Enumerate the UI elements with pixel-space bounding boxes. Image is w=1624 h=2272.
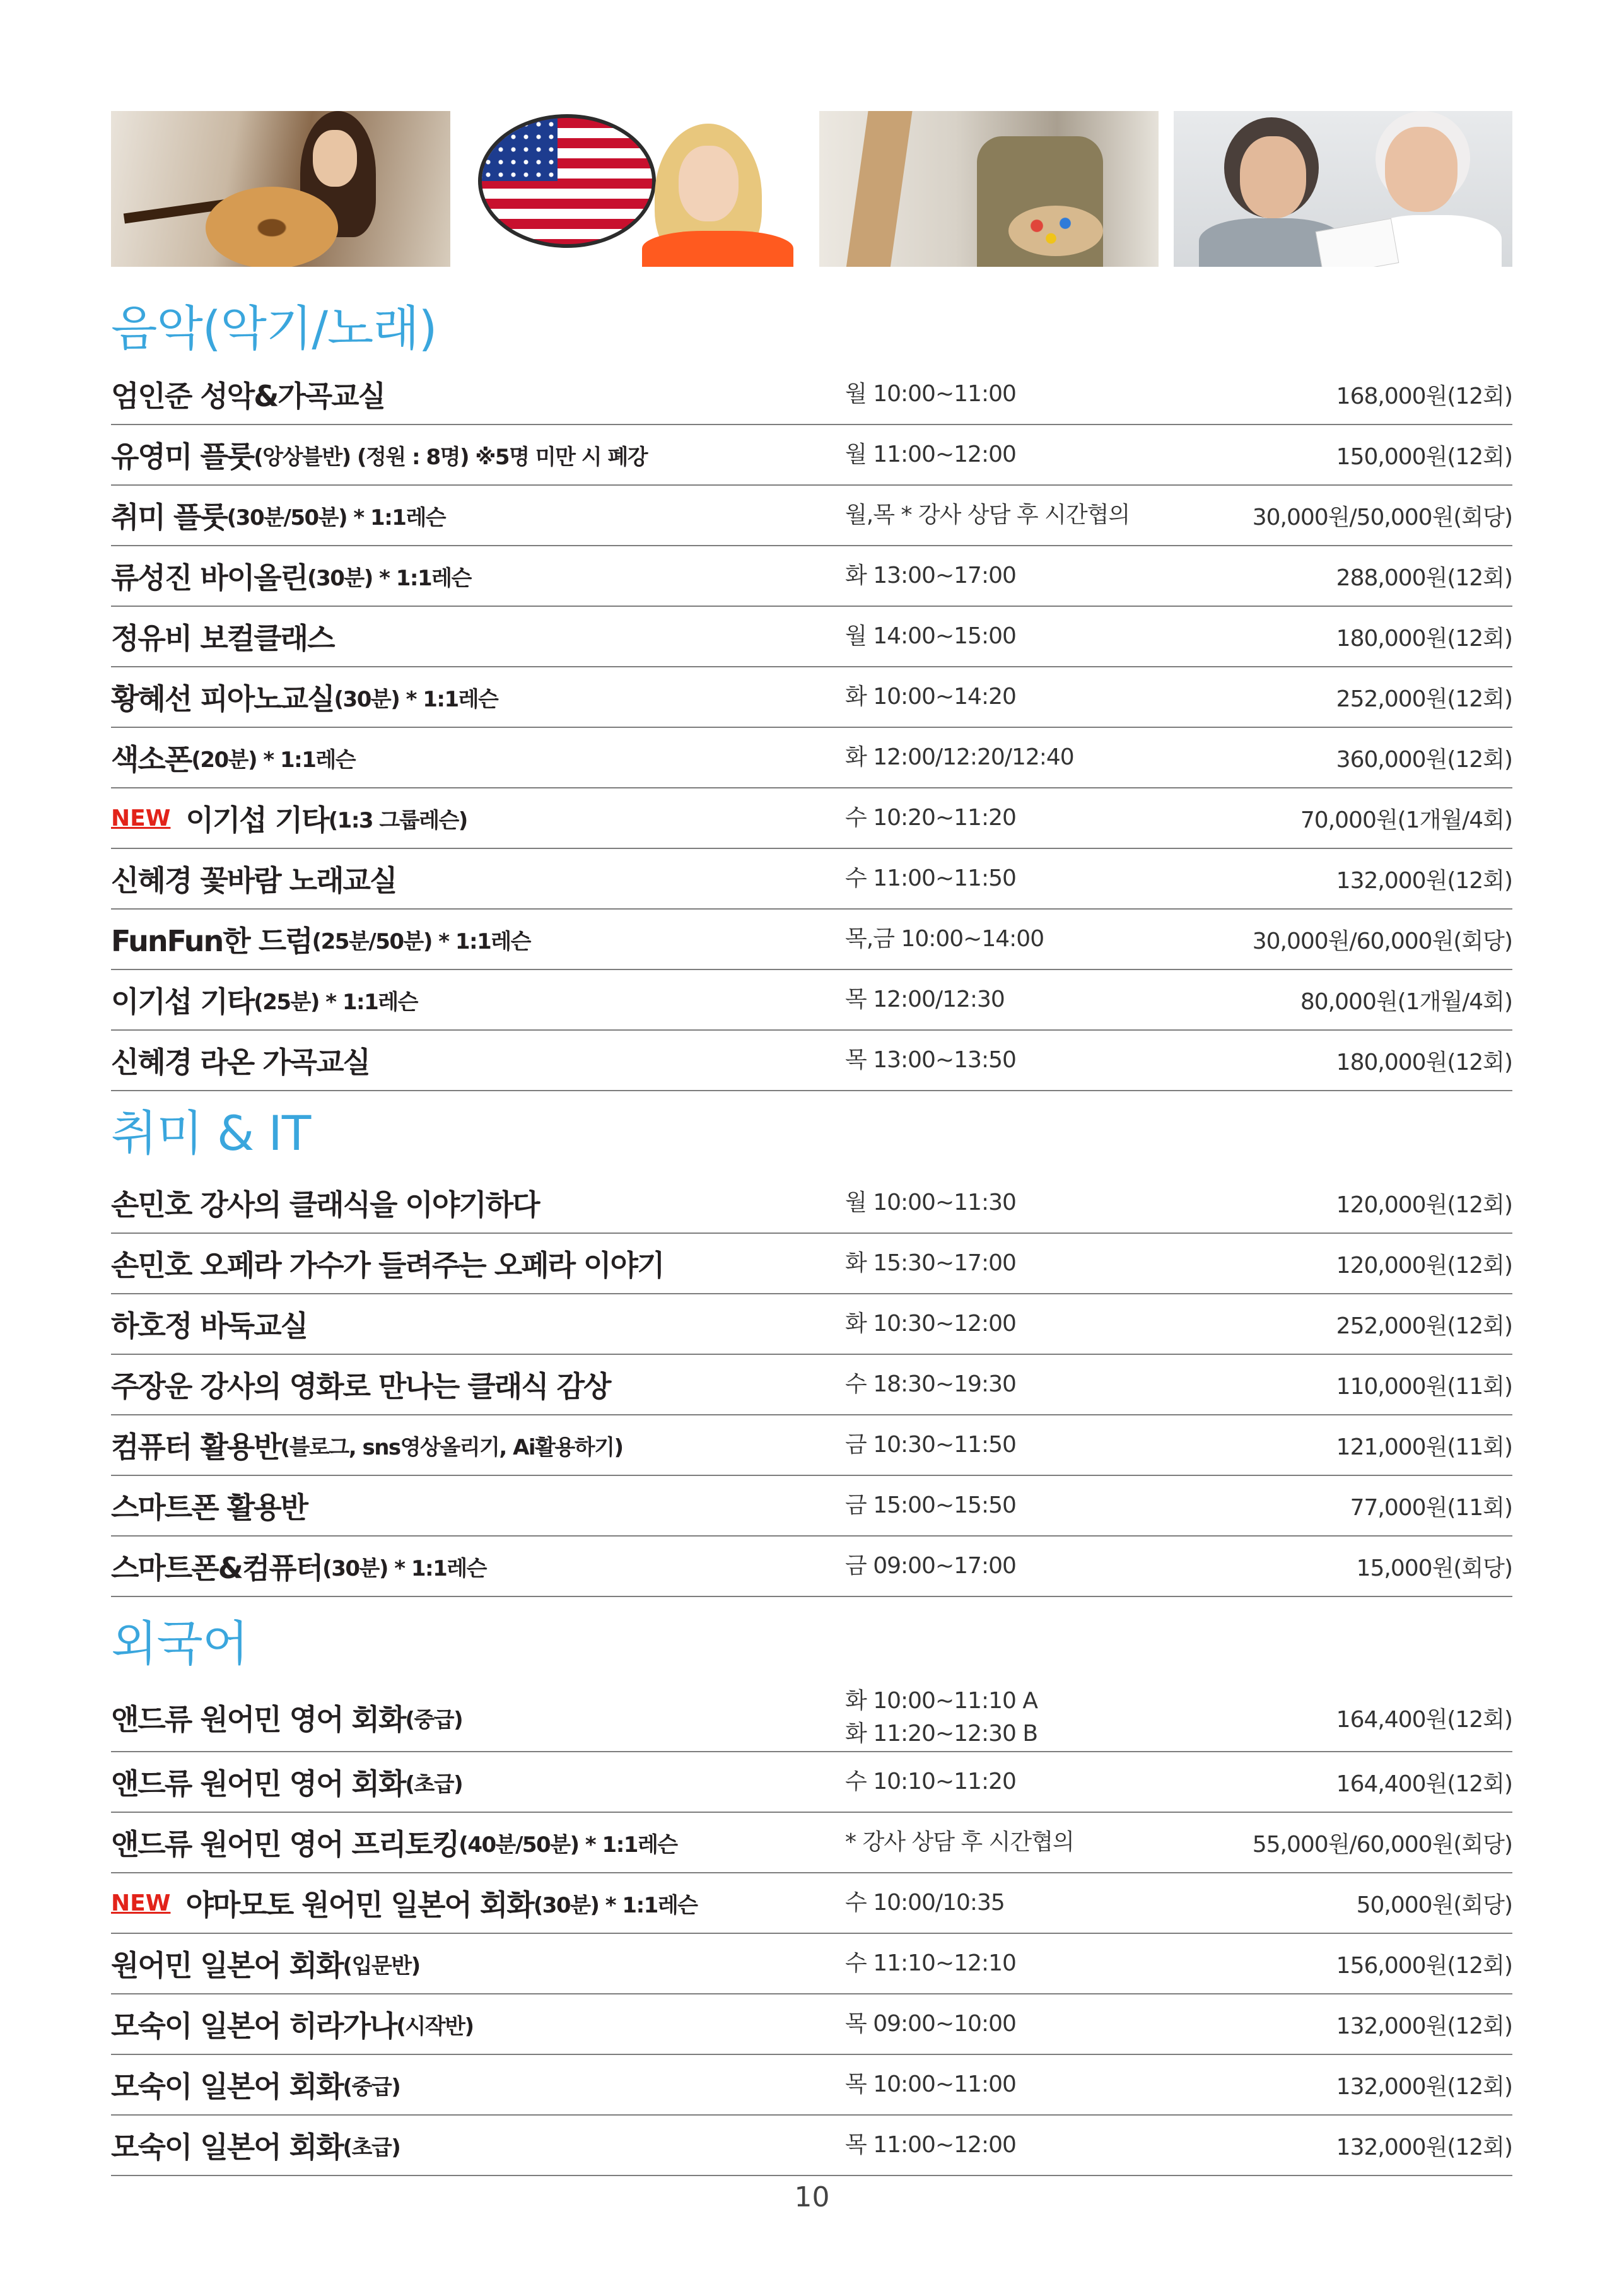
schedule-time: 수 18:30~19:30 <box>845 1371 1016 1397</box>
table-row <box>111 1684 1512 1752</box>
schedule-time: 목 12:00/12:30 <box>845 986 1005 1012</box>
price-cell: 30,000원/50,000원(회당) <box>1252 504 1512 530</box>
course-name-cell <box>111 1485 845 1526</box>
course-name-cell <box>111 979 845 1021</box>
course-name-cell <box>111 1882 845 1924</box>
schedule-time: 수 10:00/10:35 <box>845 1889 1005 1916</box>
table-row <box>111 1873 1512 1934</box>
schedule-time: 화 10:00~11:10 A <box>845 1687 1037 1714</box>
course-detail: (25분) * 1:1레슨 <box>254 989 418 1015</box>
course-detail: (중급) <box>405 1707 463 1733</box>
page-number: 10 <box>794 2181 830 2213</box>
course-name-cell <box>111 858 845 899</box>
course-name-cell <box>111 373 845 415</box>
schedule-time: 월 10:00~11:00 <box>845 380 1016 407</box>
course-detail: (30분) * 1:1레슨 <box>307 565 471 591</box>
photo-strip <box>111 111 1512 267</box>
table-row <box>111 1934 1512 1994</box>
course-name-cell <box>111 1182 845 1224</box>
new-badge: NEW <box>111 1890 171 1916</box>
table-row <box>111 1234 1512 1294</box>
schedule-time: 화 15:30~17:00 <box>845 1250 1016 1276</box>
table-row <box>111 546 1512 607</box>
course-name: 모숙이 일본어 히라가나 <box>111 2009 397 2043</box>
schedule-time: 목 09:00~10:00 <box>845 2010 1016 2037</box>
table-row <box>111 667 1512 728</box>
course-name: 모숙이 일본어 회화 <box>111 2070 343 2104</box>
schedule-cell <box>845 559 1224 592</box>
schedule-time: 금 09:00~17:00 <box>845 1552 1016 1579</box>
course-name-cell <box>111 1822 845 1863</box>
course-detail: (30분/50분) * 1:1레슨 <box>226 505 446 530</box>
course-name: 신혜경 라온 가곡교실 <box>111 1045 370 1079</box>
course-detail: (30분) * 1:1레슨 <box>322 1555 486 1581</box>
schedule-time-2: 화 11:20~12:30 B <box>845 1721 1038 1747</box>
course-name-cell <box>111 676 845 718</box>
schedule-time: 금 10:30~11:50 <box>845 1431 1016 1458</box>
schedule-time: 수 10:20~11:20 <box>845 804 1016 831</box>
course-detail: (25분/50분) * 1:1레슨 <box>312 928 530 954</box>
schedule-cell <box>845 1308 1224 1340</box>
price-cell: 150,000원(12회) <box>1336 443 1512 470</box>
schedule-cell <box>845 741 1224 774</box>
course-name-cell <box>111 1424 845 1466</box>
course-detail: (블로그, sns영상올리기, Ai활용하기) <box>280 1434 623 1460</box>
schedule-time: 목 11:00~12:00 <box>845 2131 1016 2158</box>
schedule-time: 화 10:30~12:00 <box>845 1310 1016 1337</box>
price-cell: 168,000원(12회) <box>1336 383 1512 409</box>
price-cell: 132,000원(12회) <box>1336 867 1512 894</box>
course-detail: (입문반) <box>342 1953 420 1979</box>
course-name: 취미 플룻 <box>111 500 227 534</box>
schedule-cell <box>845 802 1224 834</box>
course-name: 앤드류 원어민 영어 회화 <box>111 1702 406 1736</box>
course-detail: (앙상블반) (정원 : 8명) ※5명 미만 시 폐강 <box>254 444 648 470</box>
music-class-table <box>111 365 1512 1091</box>
schedule-time: 목 10:00~11:00 <box>845 2071 1016 2097</box>
price-cell: 120,000원(12회) <box>1336 1192 1512 1218</box>
table-row <box>111 1994 1512 2055</box>
course-detail: (초급) <box>342 2134 400 2160</box>
course-name-cell <box>111 1545 845 1587</box>
course-name: 색소폰 <box>111 742 192 776</box>
schedule-time: 월 10:00~11:30 <box>845 1189 1016 1215</box>
schedule-time: 목 13:00~13:50 <box>845 1046 1016 1073</box>
course-name-cell <box>111 918 845 960</box>
price-cell: 120,000원(12회) <box>1336 1252 1512 1279</box>
course-name-cell <box>111 434 845 476</box>
course-name: 앤드류 원어민 영어 프리토킹 <box>111 1827 459 1861</box>
course-name: 모숙이 일본어 회화 <box>111 2130 343 2164</box>
course-name-cell <box>111 1364 845 1405</box>
schedule-time: 월 14:00~15:00 <box>845 623 1016 649</box>
price-cell: 180,000원(12회) <box>1336 1049 1512 1075</box>
price-cell: 55,000원/60,000원(회당) <box>1252 1831 1512 1858</box>
price-cell: 80,000원(1개월/4회) <box>1300 988 1512 1015</box>
table-row <box>111 910 1512 970</box>
price-cell: 180,000원(12회) <box>1336 625 1512 652</box>
course-name: 컴퓨터 활용반 <box>111 1430 281 1464</box>
price-cell: 288,000원(12회) <box>1336 565 1512 591</box>
table-row <box>111 365 1512 425</box>
course-name: 원어민 일본어 회화 <box>111 1948 343 1982</box>
table-row <box>111 970 1512 1031</box>
course-name-cell <box>111 797 845 839</box>
schedule-cell <box>845 438 1224 471</box>
schedule-cell <box>845 378 1224 411</box>
price-cell: 121,000원(11회) <box>1336 1434 1512 1460</box>
course-name: 하호정 바둑교실 <box>111 1309 308 1343</box>
course-detail: (30분) * 1:1레슨 <box>334 686 498 712</box>
schedule-cell <box>845 923 1224 956</box>
new-badge: NEW <box>111 805 171 831</box>
section-title-foreign-language: 외국어 <box>111 1615 248 1672</box>
price-cell: 30,000원/60,000원(회당) <box>1252 928 1512 954</box>
table-row <box>111 728 1512 788</box>
hobby-it-class-table <box>111 1173 1512 1597</box>
course-name: 이기섭 기타 <box>185 803 329 837</box>
schedule-time: * 강사 상담 후 시간협의 <box>845 1829 1074 1855</box>
course-name: 정유비 보컬클래스 <box>111 621 334 655</box>
table-row <box>111 788 1512 849</box>
course-name-cell <box>111 737 845 778</box>
schedule-cell <box>845 1826 1224 1859</box>
price-cell: 156,000원(12회) <box>1336 1952 1512 1979</box>
course-detail: (1:3 그룹레슨) <box>328 807 467 833</box>
painter-photo <box>819 111 1159 267</box>
course-name: 류성진 바이올린 <box>111 561 308 595</box>
schedule-cell <box>845 1186 1224 1219</box>
schedule-cell <box>845 1947 1224 1980</box>
course-detail: (중급) <box>342 2074 400 2100</box>
course-detail: (20분) * 1:1레슨 <box>191 747 356 773</box>
course-name: 스마트폰 활용반 <box>111 1490 308 1525</box>
course-name-cell <box>111 555 845 597</box>
course-name-cell <box>111 1039 845 1081</box>
course-name: FunFun한 드럼 <box>111 924 312 958</box>
section-title-music: 음악(악기/노래) <box>111 300 437 356</box>
table-row <box>111 2116 1512 2176</box>
table-row <box>111 607 1512 667</box>
course-name-cell <box>111 1243 845 1284</box>
schedule-cell <box>845 862 1224 895</box>
schedule-cell <box>845 2129 1224 2162</box>
english-flag-bubble-photo <box>465 111 805 267</box>
course-name-cell <box>111 495 845 536</box>
course-name: 스마트폰&컴퓨터 <box>111 1551 323 1585</box>
table-row <box>111 1415 1512 1476</box>
price-cell: 50,000원(회당) <box>1356 1892 1512 1918</box>
course-name: 유영미 플룻 <box>111 440 254 474</box>
price-cell: 252,000원(12회) <box>1336 1313 1512 1339</box>
course-detail: (시작반) <box>396 2013 474 2039</box>
course-name: 이기섭 기타 <box>111 985 254 1019</box>
schedule-cell <box>845 2068 1224 2101</box>
schedule-cell <box>845 1429 1224 1461</box>
price-cell: 132,000원(12회) <box>1336 2134 1512 2160</box>
course-name-cell <box>111 1761 845 1803</box>
course-name: 엄인준 성악&가곡교실 <box>111 379 385 413</box>
schedule-cell <box>845 1044 1224 1077</box>
schedule-time: 수 11:10~12:10 <box>845 1950 1016 1976</box>
table-row <box>111 1752 1512 1813</box>
schedule-cell <box>845 499 1224 532</box>
course-detail: (30분) * 1:1레슨 <box>533 1892 698 1918</box>
course-name: 손민호 강사의 클래식을 이야기하다 <box>111 1188 539 1222</box>
guitar-woman-photo <box>111 111 450 267</box>
schedule-time: 금 15:00~15:50 <box>845 1492 1016 1518</box>
price-cell: 132,000원(12회) <box>1336 2013 1512 2039</box>
table-row <box>111 849 1512 910</box>
foreign-language-class-table <box>111 1684 1512 2176</box>
table-row <box>111 1294 1512 1355</box>
table-row <box>111 425 1512 486</box>
table-row <box>111 2055 1512 2116</box>
price-cell: 77,000원(11회) <box>1350 1494 1512 1521</box>
schedule-time: 월,목 * 강사 상담 후 시간협의 <box>845 501 1130 528</box>
schedule-cell <box>845 1765 1224 1798</box>
schedule-cell <box>845 1685 1224 1750</box>
price-cell: 70,000원(1개월/4회) <box>1300 807 1512 833</box>
schedule-cell <box>845 681 1224 713</box>
schedule-time: 수 10:10~11:20 <box>845 1768 1016 1795</box>
table-row <box>111 1476 1512 1537</box>
course-name-cell <box>111 1303 845 1345</box>
price-cell: 110,000원(11회) <box>1336 1373 1512 1400</box>
schedule-cell <box>845 1887 1224 1919</box>
course-name: 손민호 오페라 가수가 들려주는 오페라 이야기 <box>111 1248 664 1282</box>
schedule-time: 수 11:00~11:50 <box>845 865 1016 891</box>
course-name: 야마모토 원어민 일본어 회화 <box>185 1888 534 1922</box>
schedule-time: 화 12:00/12:20/12:40 <box>845 744 1074 770</box>
schedule-time: 화 13:00~17:00 <box>845 562 1016 588</box>
table-row <box>111 1031 1512 1091</box>
price-cell: 132,000원(12회) <box>1336 2073 1512 2100</box>
price-cell: 360,000원(12회) <box>1336 746 1512 773</box>
table-row <box>111 1355 1512 1415</box>
schedule-cell <box>845 2008 1224 2041</box>
price-cell: 164,400원(12회) <box>1336 1706 1512 1733</box>
price-cell: 15,000원(회당) <box>1356 1555 1512 1581</box>
course-detail: (초급) <box>405 1771 463 1797</box>
schedule-cell <box>845 620 1224 653</box>
schedule-cell <box>845 1247 1224 1280</box>
schedule-cell <box>845 983 1224 1016</box>
senior-women-photo <box>1174 111 1513 267</box>
course-name-cell <box>111 1943 845 1984</box>
schedule-cell <box>845 1550 1224 1583</box>
course-name-cell <box>111 2124 845 2166</box>
table-row <box>111 1537 1512 1597</box>
table-row <box>111 1173 1512 1234</box>
course-name: 앤드류 원어민 영어 회화 <box>111 1767 406 1801</box>
price-cell: 252,000원(12회) <box>1336 686 1512 712</box>
schedule-time: 월 11:00~12:00 <box>845 441 1016 467</box>
course-name: 황혜선 피아노교실 <box>111 682 334 716</box>
table-row <box>111 1813 1512 1873</box>
course-name-cell <box>111 2064 845 2105</box>
course-detail: (40분/50분) * 1:1레슨 <box>459 1832 677 1858</box>
section-title-hobby-it: 취미 & IT <box>111 1105 311 1161</box>
course-name: 주장운 강사의 영화로 만나는 클래식 감상 <box>111 1369 610 1403</box>
table-row <box>111 486 1512 546</box>
course-name: 신혜경 꽃바람 노래교실 <box>111 864 397 898</box>
schedule-time: 화 10:00~14:20 <box>845 683 1016 710</box>
course-name-cell <box>111 2003 845 2045</box>
schedule-time: 목,금 10:00~14:00 <box>845 925 1044 952</box>
schedule-cell <box>845 1368 1224 1401</box>
schedule-cell <box>845 1489 1224 1522</box>
course-name-cell <box>111 1697 845 1738</box>
course-name-cell <box>111 616 845 657</box>
price-cell: 164,400원(12회) <box>1336 1771 1512 1797</box>
